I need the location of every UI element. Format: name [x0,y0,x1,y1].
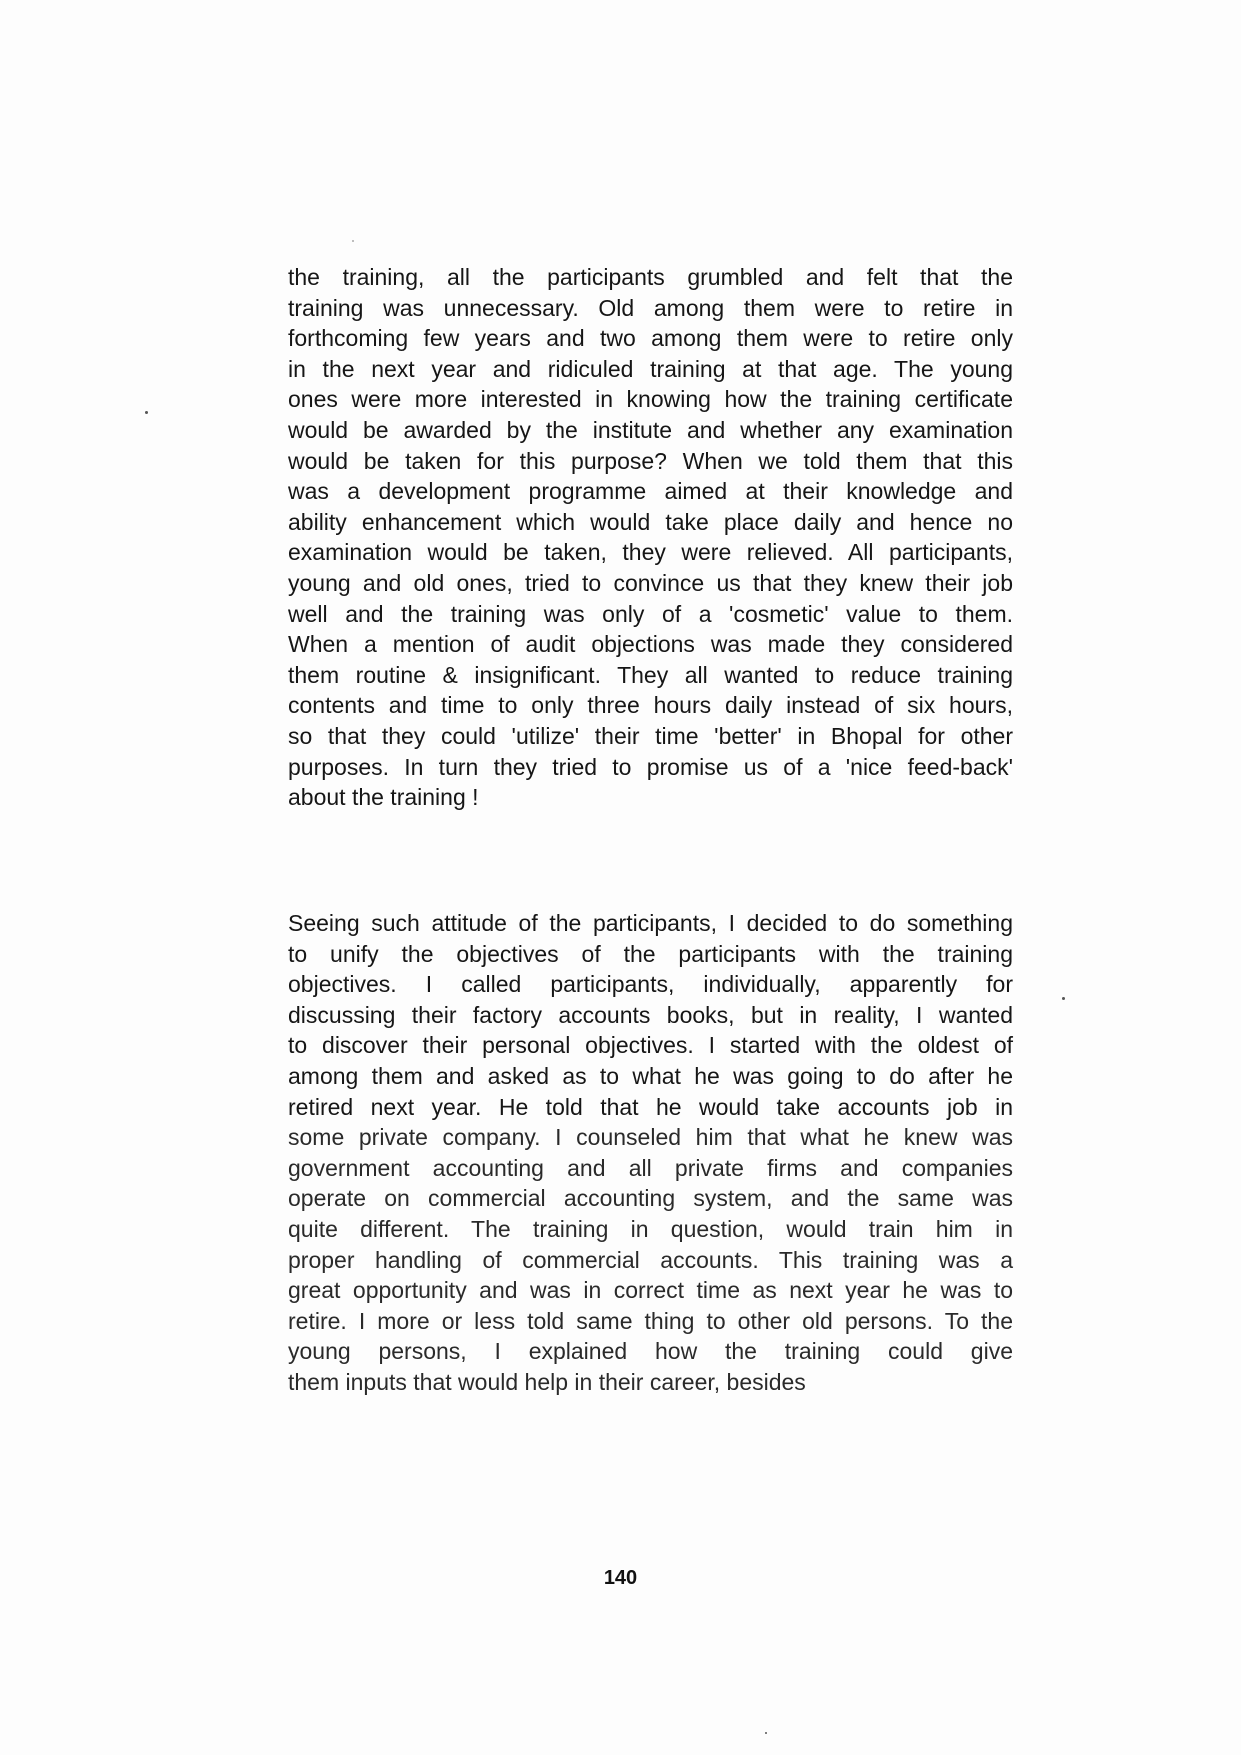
page-number: 140 [603,1567,638,1589]
scan-speck [145,411,148,414]
text-line: the training, all the participants grumbled and felt that the [288,264,1013,290]
text-line: among them and asked as to what he was going to do after he [288,1062,1013,1089]
text-line: operate on commercial accounting system, and the same was [288,1185,1013,1212]
scan-speck [765,1732,767,1734]
text-line: them routine & insignificant. They all wanted to reduce training [288,661,1013,688]
text-line: young persons, I explained how the training could give [288,1338,1013,1365]
text-line: so that they could 'utilize' their time 'better' in Bhopal for other [288,722,1013,749]
scan-speck [1062,997,1065,1000]
text-line: ones were more interested in knowing how the training certificate [288,386,1013,413]
text-line: government accounting and all private firms and companies [288,1154,1013,1181]
text-line: retired next year. He told that he would take accounts job in [288,1093,1013,1120]
text-line: to discover their personal objectives. I started with the oldest of [288,1032,1013,1059]
text-line: quite different. The training in question, would train him in [288,1215,1013,1242]
text-line: about the training ! [288,784,479,811]
text-line: discussing their factory accounts books, but in reality, I wanted [288,1001,1013,1028]
text-line: purposes. In turn they tried to promise us of a 'nice feed-back' [288,753,1013,780]
text-line: examination would be taken, they were relieved. All participants, [288,539,1013,566]
text-line: proper handling of commercial accounts. This training was a [288,1246,1013,1273]
paragraph-2 [288,908,1013,1398]
paragraph-1 [288,262,1013,813]
text-line: training was unnecessary. Old among them were to retire in [288,294,1013,321]
scan-speck [352,240,354,242]
text-line: retire. I more or less told same thing to other old persons. To the [288,1307,1013,1334]
text-line: When a mention of audit objections was made they considered [288,631,1013,658]
text-line: would be awarded by the institute and whether any examination [288,416,1013,443]
text-line: objectives. I called participants, individually, apparently for [288,971,1013,998]
text-line: forthcoming few years and two among them were to retire only [288,325,1013,352]
text-line: in the next year and ridiculed training at that age. The young [288,355,1013,382]
text-line: contents and time to only three hours daily instead of six hours, [288,692,1013,719]
text-line: was a development programme aimed at their knowledge and [288,478,1013,505]
text-line: would be taken for this purpose? When we told them that this [288,447,1013,474]
text-line: well and the training was only of a 'cosmetic' value to them. [288,600,1013,627]
text-line: great opportunity and was in correct time as next year he was to [288,1277,1013,1304]
text-line: young and old ones, tried to convince us that they knew their job [288,569,1013,596]
text-line: ability enhancement which would take place daily and hence no [288,508,1013,535]
text-line: them inputs that would help in their career, besides [288,1368,806,1395]
text-line: some private company. I counseled him that what he knew was [288,1124,1013,1151]
text-line: to unify the objectives of the participants with the training [288,940,1013,967]
text-line: Seeing such attitude of the participants, I decided to do something [288,910,1013,936]
